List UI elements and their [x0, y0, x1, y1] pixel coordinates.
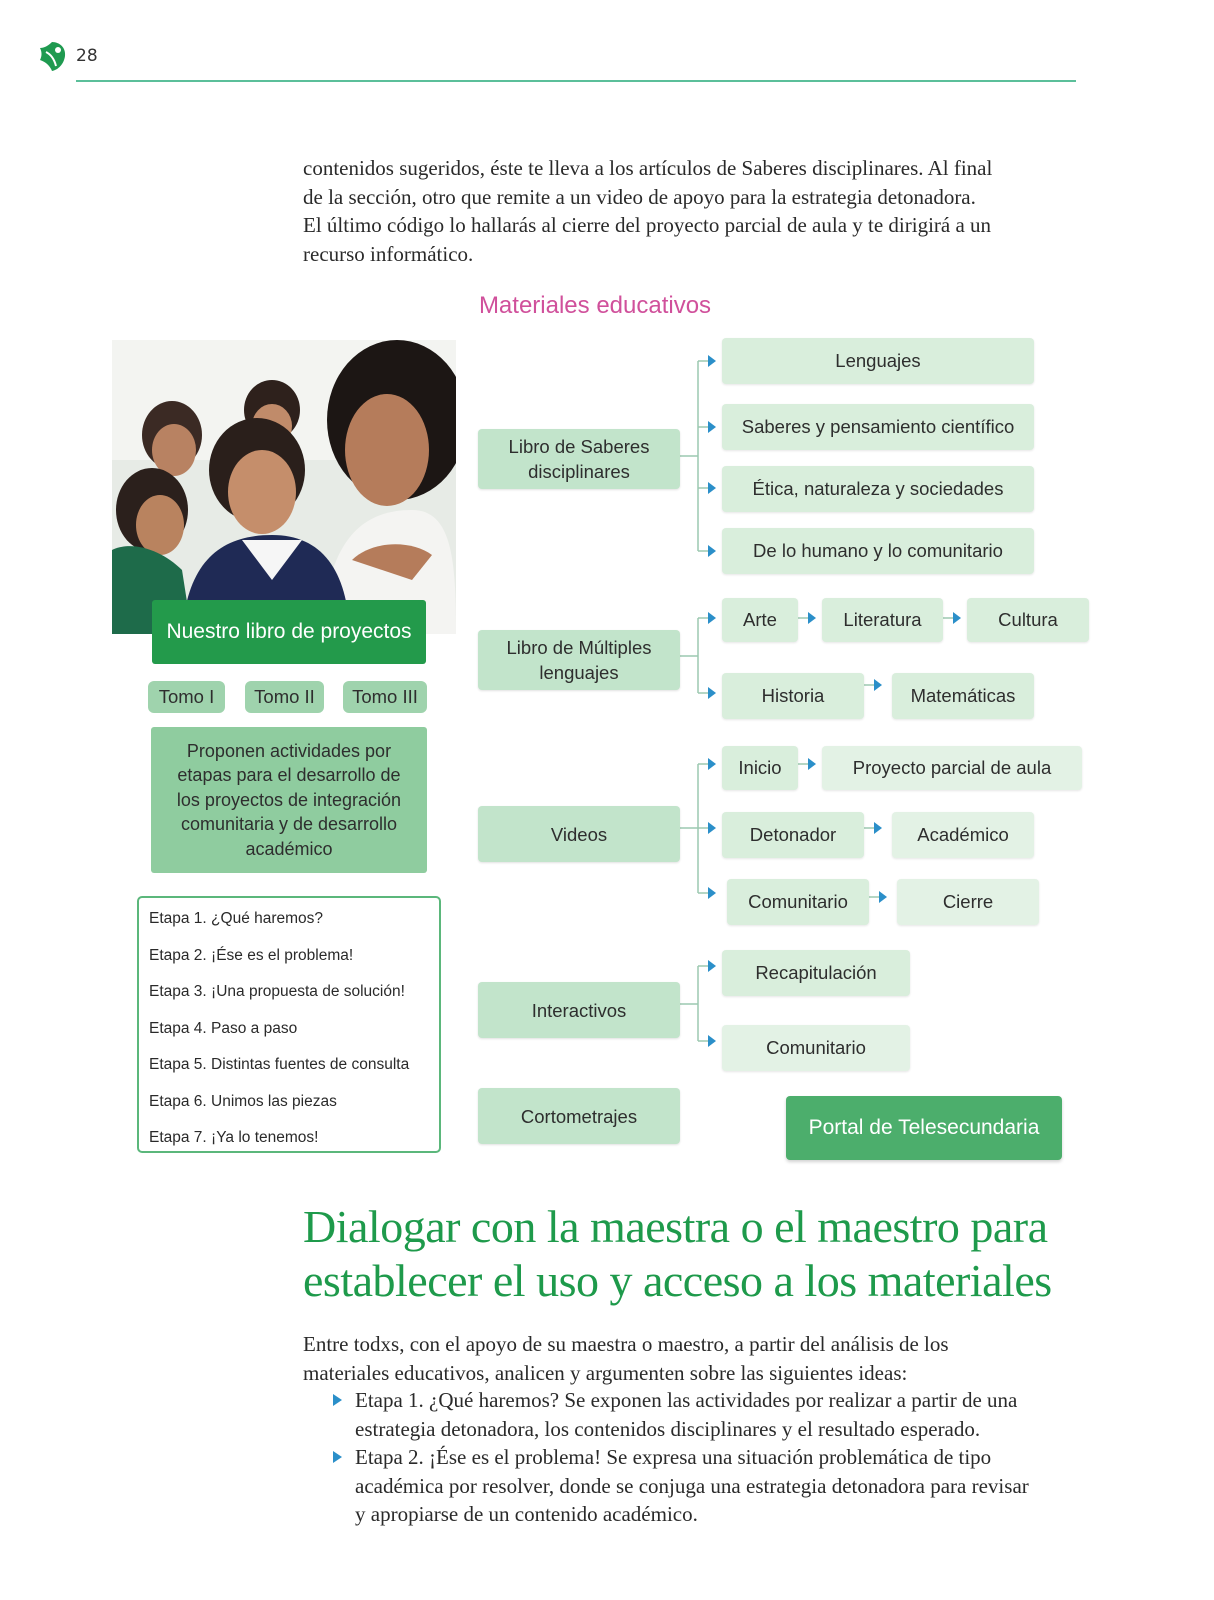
tomo-2: Tomo II — [245, 681, 324, 713]
etapa-item: Etapa 7. ¡Ya lo tenemos! — [149, 1129, 319, 1146]
category-videos: Videos — [478, 806, 680, 862]
saberes-item: Ética, naturaleza y sociedades — [722, 466, 1034, 512]
section-body: Entre todxs, con el apoyo de su maestra o maestro, a partir del análisis de los materiales educativos, analicen y argumenten sobre las siguientes ideas: — [303, 1332, 949, 1385]
multiples-item: Arte — [722, 598, 798, 642]
portal-telesecundaria: Portal de Telesecundaria — [786, 1096, 1062, 1160]
etapa-item: Etapa 1. ¿Qué haremos? — [149, 910, 324, 927]
etapa-item: Etapa 5. Distintas fuentes de consulta — [149, 1056, 410, 1073]
multiples-item: Literatura — [822, 598, 943, 642]
multiples-item: Matemáticas — [892, 673, 1034, 719]
tomo-1: Tomo I — [148, 681, 225, 713]
saberes-item: De lo humano y lo comunitario — [722, 528, 1034, 574]
videos-item: Comunitario — [727, 879, 869, 925]
intro-paragraph: contenidos sugeridos, éste te lleva a los artículos de Saberes disciplinares. Al final de la sección, otro que remite a un video de apoyo para la estrategia detonadora. El último código lo hallarás al cierre del proyecto parcial de aula y te dirigirá a un recurso informático. — [303, 156, 993, 266]
category-saberes: Libro de Saberes disciplinares — [478, 429, 680, 489]
videos-item: Cierre — [897, 879, 1039, 925]
etapas-list — [137, 896, 441, 1153]
videos-item: Inicio — [722, 746, 798, 790]
bullet-item: Etapa 1. ¿Qué haremos? Se exponen las actividades por realizar a partir de una estrategia detonadora, los contenidos disciplinares y el resultado esperado. — [355, 1388, 1018, 1441]
saberes-item: Lenguajes — [722, 338, 1034, 384]
category-multiples: Libro de Múltiples lenguajes — [478, 630, 680, 690]
category-cortometrajes: Cortometrajes — [478, 1088, 680, 1144]
etapa-item: Etapa 2. ¡Ése es el problema! — [149, 946, 354, 964]
bullet-item: Etapa 2. ¡Ése es el problema! Se expresa una situación problemática de tipo académica por resolver, donde se conjuga una estrategia detonadora para revisar y apropiarse de un contenido académico. — [355, 1445, 1029, 1526]
videos-item: Detonador — [722, 812, 864, 858]
diagram-title: Materiales educativos — [478, 292, 712, 319]
interactivos-item: Recapitulación — [722, 950, 910, 996]
multiples-item: Historia — [722, 673, 864, 719]
etapa-item: Etapa 3. ¡Una propuesta de solución! — [149, 983, 405, 1000]
interactivos-item: Comunitario — [722, 1025, 910, 1071]
etapa-item: Etapa 6. Unimos las piezas — [149, 1092, 337, 1110]
page-number: 28 — [76, 46, 98, 66]
etapa-item: Etapa 4. Paso a paso — [149, 1019, 298, 1037]
bullet-arrow-icon — [333, 1394, 342, 1406]
multiples-item: Cultura — [967, 598, 1089, 642]
proyectos-description: Proponen actividades por etapas para el desarrollo de los proyectos de integración comunitaria y de desarrollo académico — [151, 727, 427, 873]
category-interactivos: Interactivos — [478, 982, 680, 1038]
videos-item: Académico — [892, 812, 1034, 858]
saberes-item: Saberes y pensamiento científico — [722, 404, 1034, 450]
tomo-3: Tomo III — [343, 681, 427, 713]
bullet-arrow-icon — [333, 1451, 342, 1463]
proyectos-title: Nuestro libro de proyectos — [152, 600, 426, 664]
videos-item: Proyecto parcial de aula — [822, 746, 1082, 790]
section-heading: Dialogar con la maestra o el maestro para establecer el uso y acceso a los materiales — [303, 1201, 1052, 1306]
